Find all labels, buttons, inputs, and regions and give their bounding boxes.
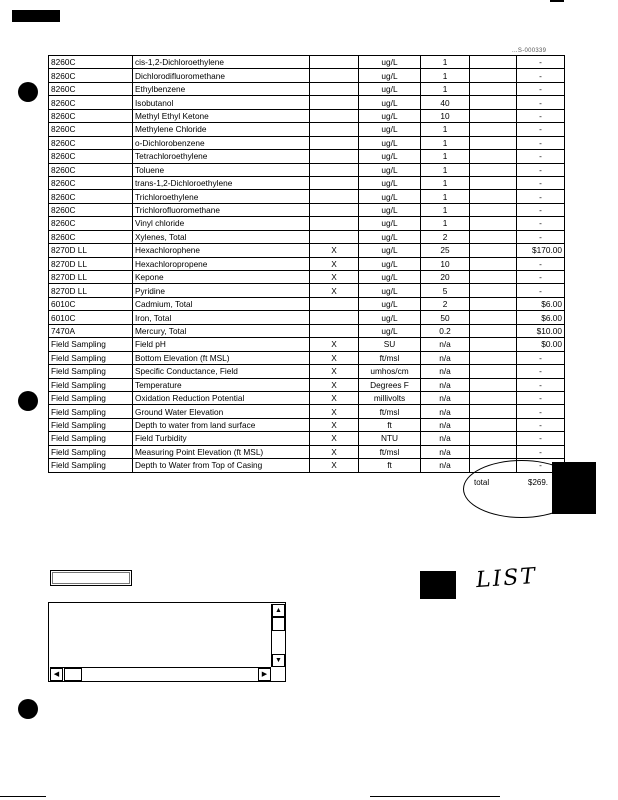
- table-row: [49, 324, 565, 337]
- method-cell: 6010C: [49, 297, 133, 310]
- analyte-cell: Trichlorofluoromethane: [133, 203, 310, 216]
- reporting-limit-cell: 40: [421, 96, 470, 109]
- price-cell: -: [517, 203, 565, 216]
- method-cell: Field Sampling: [49, 391, 133, 404]
- price-cell: -: [517, 418, 565, 431]
- analyte-cell: Kepone: [133, 271, 310, 284]
- method-cell: 8260C: [49, 56, 133, 69]
- hole-punch-mark: [18, 391, 38, 411]
- analyte-cell: Methyl Ethyl Ketone: [133, 109, 310, 122]
- units-cell: NTU: [359, 432, 421, 445]
- analyte-cell: cis-1,2-Dichloroethylene: [133, 56, 310, 69]
- analyte-cell: Dichlorodifluoromethane: [133, 69, 310, 82]
- units-cell: ug/L: [359, 176, 421, 189]
- table-row: [49, 163, 565, 176]
- footer-rule: [0, 796, 46, 797]
- reporting-limit-cell: 2: [421, 297, 470, 310]
- units-cell: ug/L: [359, 190, 421, 203]
- blank-cell: [470, 432, 517, 445]
- flag-cell: [310, 297, 359, 310]
- total-label: total: [474, 478, 490, 487]
- reporting-limit-cell: 0.2: [421, 324, 470, 337]
- total-value: $269.: [528, 478, 549, 487]
- analyte-cell: Depth to water from land surface: [133, 418, 310, 431]
- units-cell: ug/L: [359, 150, 421, 163]
- reporting-limit-cell: n/a: [421, 432, 470, 445]
- table-row: [49, 69, 565, 82]
- units-cell: ug/L: [359, 82, 421, 95]
- flag-cell: X: [310, 432, 359, 445]
- table-row: [49, 123, 565, 136]
- analyte-cell: o-Dichlorobenzene: [133, 136, 310, 149]
- handwritten-note: LIST: [475, 563, 538, 594]
- method-cell: 8270D LL: [49, 284, 133, 297]
- units-cell: ug/L: [359, 284, 421, 297]
- analyte-cell: Hexachlorophene: [133, 244, 310, 257]
- flag-cell: X: [310, 351, 359, 364]
- blank-cell: [470, 284, 517, 297]
- table-row: [49, 432, 565, 445]
- units-cell: millivolts: [359, 391, 421, 404]
- units-cell: umhos/cm: [359, 365, 421, 378]
- flag-cell: X: [310, 257, 359, 270]
- blank-cell: [470, 150, 517, 163]
- flag-cell: [310, 230, 359, 243]
- scroll-up-icon[interactable]: ▲: [272, 604, 285, 617]
- reporting-limit-cell: 1: [421, 69, 470, 82]
- blank-cell: [470, 391, 517, 404]
- horizontal-scroll-thumb[interactable]: [64, 668, 82, 681]
- analyte-cell: Hexachloropropene: [133, 257, 310, 270]
- blank-cell: [470, 82, 517, 95]
- analyte-cell: Ethylbenzene: [133, 82, 310, 95]
- redaction-block: [420, 571, 456, 599]
- reporting-limit-cell: 50: [421, 311, 470, 324]
- table-row: [49, 257, 565, 270]
- units-cell: ft/msl: [359, 445, 421, 458]
- method-cell: 8260C: [49, 150, 133, 163]
- method-cell: 6010C: [49, 311, 133, 324]
- units-cell: ug/L: [359, 123, 421, 136]
- blank-cell: [470, 69, 517, 82]
- reporting-limit-cell: n/a: [421, 418, 470, 431]
- table-row: [49, 338, 565, 351]
- method-cell: 8260C: [49, 136, 133, 149]
- blank-cell: [470, 378, 517, 391]
- price-cell: -: [517, 378, 565, 391]
- method-cell: Field Sampling: [49, 418, 133, 431]
- units-cell: ft: [359, 418, 421, 431]
- price-cell: -: [517, 391, 565, 404]
- method-cell: 8260C: [49, 82, 133, 95]
- flag-cell: X: [310, 271, 359, 284]
- reporting-limit-cell: n/a: [421, 445, 470, 458]
- table-row: [49, 176, 565, 189]
- price-cell: -: [517, 150, 565, 163]
- flag-cell: [310, 203, 359, 216]
- table-row: [49, 96, 565, 109]
- reporting-limit-cell: 1: [421, 176, 470, 189]
- scroll-right-icon[interactable]: ▶: [258, 668, 271, 681]
- reporting-limit-cell: 25: [421, 244, 470, 257]
- method-cell: 8270D LL: [49, 257, 133, 270]
- analyte-cell: Specific Conductance, Field: [133, 365, 310, 378]
- reporting-limit-cell: n/a: [421, 405, 470, 418]
- method-cell: 8260C: [49, 123, 133, 136]
- price-cell: -: [517, 163, 565, 176]
- analyte-cell: Tetrachloroethylene: [133, 150, 310, 163]
- reporting-limit-cell: 10: [421, 257, 470, 270]
- units-cell: ug/L: [359, 311, 421, 324]
- price-cell: -: [517, 123, 565, 136]
- table-row: [49, 391, 565, 404]
- reporting-limit-cell: n/a: [421, 391, 470, 404]
- price-cell: $170.00: [517, 244, 565, 257]
- analyte-cell: trans-1,2-Dichloroethylene: [133, 176, 310, 189]
- blank-cell: [470, 176, 517, 189]
- analyte-cell: Pyridine: [133, 284, 310, 297]
- units-cell: ft/msl: [359, 405, 421, 418]
- reporting-limit-cell: 20: [421, 271, 470, 284]
- flag-cell: X: [310, 338, 359, 351]
- flag-cell: X: [310, 365, 359, 378]
- flag-cell: [310, 109, 359, 122]
- price-cell: -: [517, 190, 565, 203]
- reporting-limit-cell: n/a: [421, 459, 470, 472]
- blank-cell: [470, 257, 517, 270]
- units-cell: ug/L: [359, 244, 421, 257]
- blank-cell: [470, 203, 517, 216]
- method-cell: 8260C: [49, 163, 133, 176]
- units-cell: ug/L: [359, 297, 421, 310]
- reporting-limit-cell: 2: [421, 230, 470, 243]
- blank-cell: [470, 96, 517, 109]
- blank-cell: [470, 56, 517, 69]
- table-row: [49, 109, 565, 122]
- method-cell: Field Sampling: [49, 432, 133, 445]
- blank-cell: [470, 351, 517, 364]
- blank-cell: [470, 230, 517, 243]
- blank-cell: [470, 445, 517, 458]
- analyte-cell: Isobutanol: [133, 96, 310, 109]
- reporting-limit-cell: n/a: [421, 378, 470, 391]
- table-row: [49, 445, 565, 458]
- price-cell: $6.00: [517, 311, 565, 324]
- flag-cell: [310, 217, 359, 230]
- analyte-cell: Depth to Water from Top of Casing: [133, 459, 310, 472]
- table-row: [49, 311, 565, 324]
- blank-cell: [470, 163, 517, 176]
- units-cell: ug/L: [359, 324, 421, 337]
- table-row: [49, 56, 565, 69]
- method-cell: 8270D LL: [49, 271, 133, 284]
- reporting-limit-cell: 1: [421, 203, 470, 216]
- price-cell: -: [517, 109, 565, 122]
- units-cell: ug/L: [359, 96, 421, 109]
- method-cell: 8260C: [49, 69, 133, 82]
- price-cell: $10.00: [517, 324, 565, 337]
- blank-cell: [470, 271, 517, 284]
- redaction-bar-top: [12, 10, 60, 22]
- vertical-scroll-thumb[interactable]: [272, 617, 285, 631]
- vertical-scrollbar[interactable]: [271, 604, 284, 667]
- reporting-limit-cell: 1: [421, 190, 470, 203]
- analyte-cell: Oxidation Reduction Potential: [133, 391, 310, 404]
- flag-cell: [310, 96, 359, 109]
- redaction-bar-right: [552, 462, 596, 514]
- units-cell: ug/L: [359, 217, 421, 230]
- scrollbar-corner: [271, 667, 284, 680]
- method-cell: 8260C: [49, 203, 133, 216]
- analyte-cell: Field pH: [133, 338, 310, 351]
- method-cell: 8260C: [49, 190, 133, 203]
- price-cell: $6.00: [517, 297, 565, 310]
- flag-cell: [310, 150, 359, 163]
- flag-cell: [310, 324, 359, 337]
- flag-cell: X: [310, 244, 359, 257]
- method-cell: Field Sampling: [49, 365, 133, 378]
- reporting-limit-cell: 5: [421, 284, 470, 297]
- analyte-cell: Field Turbidity: [133, 432, 310, 445]
- table-row: [49, 284, 565, 297]
- flag-cell: [310, 69, 359, 82]
- blank-cell: [470, 418, 517, 431]
- method-cell: Field Sampling: [49, 338, 133, 351]
- blank-cell: [470, 297, 517, 310]
- table-row: [49, 203, 565, 216]
- flag-cell: X: [310, 445, 359, 458]
- hole-punch-mark: [18, 699, 38, 719]
- reporting-limit-cell: 1: [421, 136, 470, 149]
- method-cell: Field Sampling: [49, 459, 133, 472]
- reporting-limit-cell: 1: [421, 82, 470, 95]
- reporting-limit-cell: 1: [421, 123, 470, 136]
- flag-cell: [310, 123, 359, 136]
- analyte-cell: Cadmium, Total: [133, 297, 310, 310]
- list-box[interactable]: [48, 602, 286, 682]
- analyte-cell: Mercury, Total: [133, 324, 310, 337]
- units-cell: ug/L: [359, 203, 421, 216]
- footer-rule: [370, 796, 500, 797]
- reporting-limit-cell: n/a: [421, 365, 470, 378]
- units-cell: ft: [359, 459, 421, 472]
- units-cell: SU: [359, 338, 421, 351]
- blank-cell: [470, 405, 517, 418]
- method-cell: 8260C: [49, 176, 133, 189]
- price-cell: -: [517, 432, 565, 445]
- method-cell: 8260C: [49, 230, 133, 243]
- scroll-down-icon[interactable]: ▼: [272, 654, 285, 667]
- flag-cell: X: [310, 418, 359, 431]
- flag-cell: X: [310, 378, 359, 391]
- table-row: [49, 217, 565, 230]
- price-cell: -: [517, 56, 565, 69]
- flag-cell: [310, 163, 359, 176]
- analyte-cell: Trichloroethylene: [133, 190, 310, 203]
- price-cell: -: [517, 69, 565, 82]
- flag-cell: X: [310, 391, 359, 404]
- units-cell: ft/msl: [359, 351, 421, 364]
- reporting-limit-cell: n/a: [421, 351, 470, 364]
- blank-cell: [470, 324, 517, 337]
- units-cell: ug/L: [359, 136, 421, 149]
- price-cell: -: [517, 459, 565, 472]
- price-cell: -: [517, 96, 565, 109]
- method-cell: 8260C: [49, 217, 133, 230]
- method-cell: Field Sampling: [49, 445, 133, 458]
- reporting-limit-cell: 10: [421, 109, 470, 122]
- units-cell: Degrees F: [359, 378, 421, 391]
- blank-cell: [470, 217, 517, 230]
- blank-cell: [470, 190, 517, 203]
- price-cell: -: [517, 230, 565, 243]
- analyte-cell: Temperature: [133, 378, 310, 391]
- reporting-limit-cell: 1: [421, 150, 470, 163]
- units-cell: ug/L: [359, 230, 421, 243]
- table-row: [49, 271, 565, 284]
- units-cell: ug/L: [359, 257, 421, 270]
- analyte-cell: Xylenes, Total: [133, 230, 310, 243]
- reporting-limit-cell: n/a: [421, 338, 470, 351]
- price-cell: -: [517, 351, 565, 364]
- method-cell: Field Sampling: [49, 351, 133, 364]
- flag-cell: X: [310, 459, 359, 472]
- flag-cell: [310, 176, 359, 189]
- units-cell: ug/L: [359, 163, 421, 176]
- method-cell: Field Sampling: [49, 378, 133, 391]
- document-number: ...S-000339: [512, 48, 547, 54]
- blank-cell: [470, 109, 517, 122]
- table-row: [49, 378, 565, 391]
- table-row: [49, 82, 565, 95]
- table-row: [49, 150, 565, 163]
- units-cell: ug/L: [359, 56, 421, 69]
- text-field[interactable]: [50, 570, 132, 586]
- table-row: [49, 244, 565, 257]
- table-row: [49, 190, 565, 203]
- method-cell: 8260C: [49, 96, 133, 109]
- units-cell: ug/L: [359, 109, 421, 122]
- price-cell: -: [517, 217, 565, 230]
- flag-cell: [310, 82, 359, 95]
- analyte-cell: Iron, Total: [133, 311, 310, 324]
- blank-cell: [470, 136, 517, 149]
- blank-cell: [470, 244, 517, 257]
- table-row: [49, 230, 565, 243]
- units-cell: ug/L: [359, 69, 421, 82]
- analyte-price-table: [48, 55, 565, 473]
- price-cell: $0.00: [517, 338, 565, 351]
- horizontal-scrollbar[interactable]: [50, 667, 271, 680]
- reporting-limit-cell: 1: [421, 56, 470, 69]
- flag-cell: [310, 136, 359, 149]
- method-cell: 8270D LL: [49, 244, 133, 257]
- blank-cell: [470, 123, 517, 136]
- flag-cell: X: [310, 284, 359, 297]
- scan-mark: [550, 0, 564, 2]
- analyte-cell: Toluene: [133, 163, 310, 176]
- flag-cell: [310, 190, 359, 203]
- price-cell: -: [517, 257, 565, 270]
- analyte-cell: Vinyl chloride: [133, 217, 310, 230]
- flag-cell: [310, 56, 359, 69]
- table-row: [49, 405, 565, 418]
- price-cell: -: [517, 405, 565, 418]
- table-row: [49, 297, 565, 310]
- method-cell: 8260C: [49, 109, 133, 122]
- price-cell: -: [517, 284, 565, 297]
- table-row: [49, 136, 565, 149]
- reporting-limit-cell: 1: [421, 217, 470, 230]
- blank-cell: [470, 338, 517, 351]
- price-cell: -: [517, 176, 565, 189]
- price-cell: -: [517, 82, 565, 95]
- price-cell: -: [517, 445, 565, 458]
- scroll-left-icon[interactable]: ◀: [50, 668, 63, 681]
- analyte-cell: Ground Water Elevation: [133, 405, 310, 418]
- analyte-cell: Measuring Point Elevation (ft MSL): [133, 445, 310, 458]
- blank-cell: [470, 311, 517, 324]
- price-cell: -: [517, 136, 565, 149]
- flag-cell: X: [310, 405, 359, 418]
- flag-cell: [310, 311, 359, 324]
- method-cell: 7470A: [49, 324, 133, 337]
- reporting-limit-cell: 1: [421, 163, 470, 176]
- method-cell: Field Sampling: [49, 405, 133, 418]
- units-cell: ug/L: [359, 271, 421, 284]
- price-cell: -: [517, 365, 565, 378]
- table-row: [49, 351, 565, 364]
- blank-cell: [470, 365, 517, 378]
- hole-punch-mark: [18, 82, 38, 102]
- price-cell: -: [517, 271, 565, 284]
- table-row: [49, 418, 565, 431]
- analyte-cell: Methylene Chloride: [133, 123, 310, 136]
- analyte-cell: Bottom Elevation (ft MSL): [133, 351, 310, 364]
- table-row: [49, 365, 565, 378]
